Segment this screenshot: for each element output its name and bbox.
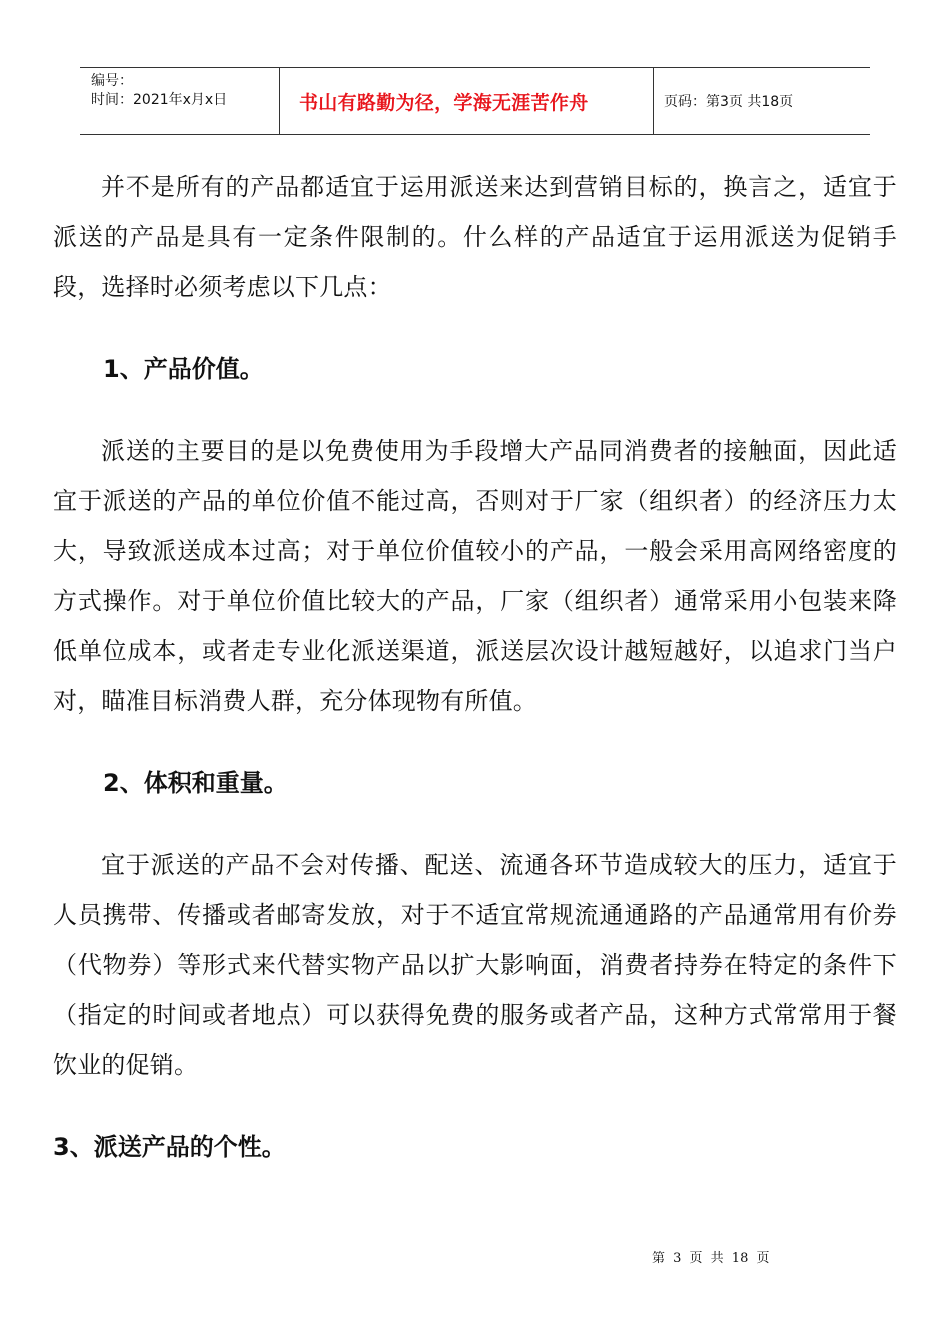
section-heading-volume-weight: 2、体积和重量。 [103, 769, 288, 797]
motto-text: 书山有路勤为径，学海无涯苦作舟 [299, 91, 589, 114]
header-page-cell [654, 68, 870, 134]
document-header [80, 67, 870, 135]
intro-paragraph: 并不是所有的产品都适宜于运用派送来达到营销目标的，换言之，适宜于派送的产品是具有一定条件限制的。什么样的产品适宜于运用派送为促销手段，选择时必须考虑以下几点： [53, 173, 897, 301]
header-meta-cell [80, 68, 280, 134]
document-body [53, 162, 897, 1172]
date-label: 时间：2021年x月x日 [91, 92, 228, 108]
serial-label: 编号： [91, 73, 133, 89]
section-paragraph-volume-weight: 宜于派送的产品不会对传播、配送、流通各环节造成较大的压力，适宜于人员携带、传播或者邮寄发放，对于不适宜常规流通通路的产品通常用有价券（代物券）等形式来代替实物产品以扩大影响面，消费者持券在特定的条件下（指定的时间或者地点）可以获得免费的服务或者产品，这种方式常常用于餐饮业的促销。 [53, 851, 897, 1079]
section-heading-product-personality: 3、派送产品的个性。 [53, 1133, 286, 1161]
header-page-label: 页码：第3页 共18页 [664, 94, 794, 110]
section-heading-product-value: 1、产品价值。 [103, 355, 264, 383]
page-footer: 第 3 页 共 18 页 [652, 1251, 770, 1266]
header-motto-cell [280, 68, 654, 134]
section-paragraph-product-value: 派送的主要目的是以免费使用为手段增大产品同消费者的接触面，因此适宜于派送的产品的单位价值不能过高，否则对于厂家（组织者）的经济压力太大，导致派送成本过高；对于单位价值较小的产品，一般会采用高网络密度的方式操作。对于单位价值比较大的产品，厂家（组织者）通常采用小包装来降低单位成本，或者走专业化派送渠道，派送层次设计越短越好，以追求门当户对，瞄准目标消费人群，充分体现物有所值。 [53, 437, 897, 715]
